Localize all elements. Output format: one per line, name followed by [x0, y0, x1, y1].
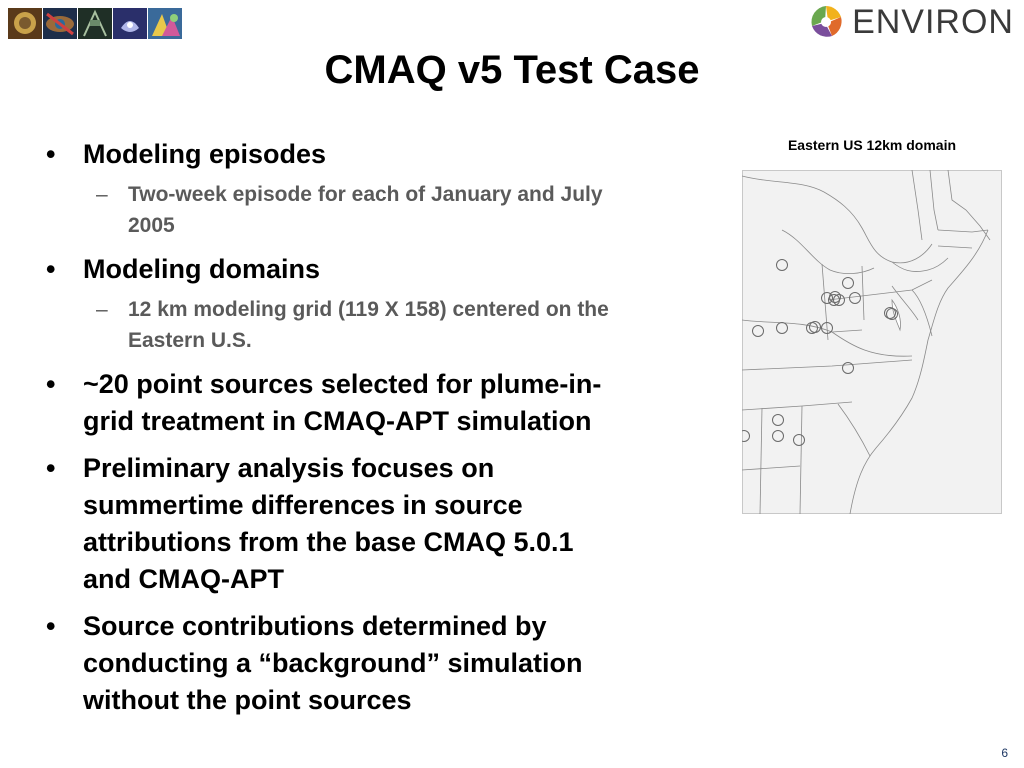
thumb-colorful-image	[148, 8, 182, 39]
environ-logo-mark-icon	[806, 2, 846, 42]
environ-logo-text: ENVIRON	[852, 2, 1014, 41]
header-thumbnails	[8, 8, 182, 39]
bullet-point-sources	[40, 366, 620, 440]
bullet-text: ~20 point sources selected for plume-in-grid treatment in CMAQ-APT simulation	[83, 369, 602, 436]
sub-bullet-grid	[40, 294, 620, 356]
bullet-modeling-episodes	[40, 136, 620, 173]
map-title: Eastern US 12km domain	[787, 137, 957, 153]
thumb-landscape-image	[8, 8, 42, 39]
bullet-dot-icon: •	[46, 369, 56, 399]
thumb-satellite-image	[78, 8, 112, 39]
bullet-text: Modeling episodes	[83, 139, 327, 169]
sub-bullet-text: 12 km modeling grid (119 X 158) centered on the Eastern U.S.	[128, 298, 609, 352]
bullet-preliminary-analysis	[40, 450, 620, 598]
slide-title: CMAQ v5 Test Case	[324, 48, 700, 92]
sub-dash-icon: –	[96, 298, 108, 321]
bullet-text: Modeling domains	[83, 254, 321, 284]
bullet-text: Source contributions determined by conducting a “background” simulation without the point sources	[83, 611, 583, 715]
bullet-text: Preliminary analysis focuses on summertime differences in source attributions from the base CMAQ 5.0.1 and CMAQ-APT	[83, 453, 574, 594]
thumb-eye-image	[43, 8, 77, 39]
eastern-us-map	[742, 170, 1002, 514]
bullet-dot-icon: •	[46, 254, 56, 284]
bullet-dot-icon: •	[46, 611, 56, 641]
slide-content	[40, 136, 620, 719]
environ-logo	[806, 2, 1014, 42]
map-background	[743, 171, 1002, 514]
thumb-crystal-image	[113, 8, 147, 39]
sub-dash-icon: –	[96, 183, 108, 206]
sub-bullet-episode	[40, 179, 620, 241]
bullet-source-contributions	[40, 608, 620, 719]
bullet-dot-icon: •	[46, 453, 56, 483]
bullet-dot-icon: •	[46, 139, 56, 169]
bullet-modeling-domains	[40, 251, 620, 288]
page-number: 6	[1001, 746, 1008, 760]
sub-bullet-text: Two-week episode for each of January and July 2005	[128, 183, 603, 237]
